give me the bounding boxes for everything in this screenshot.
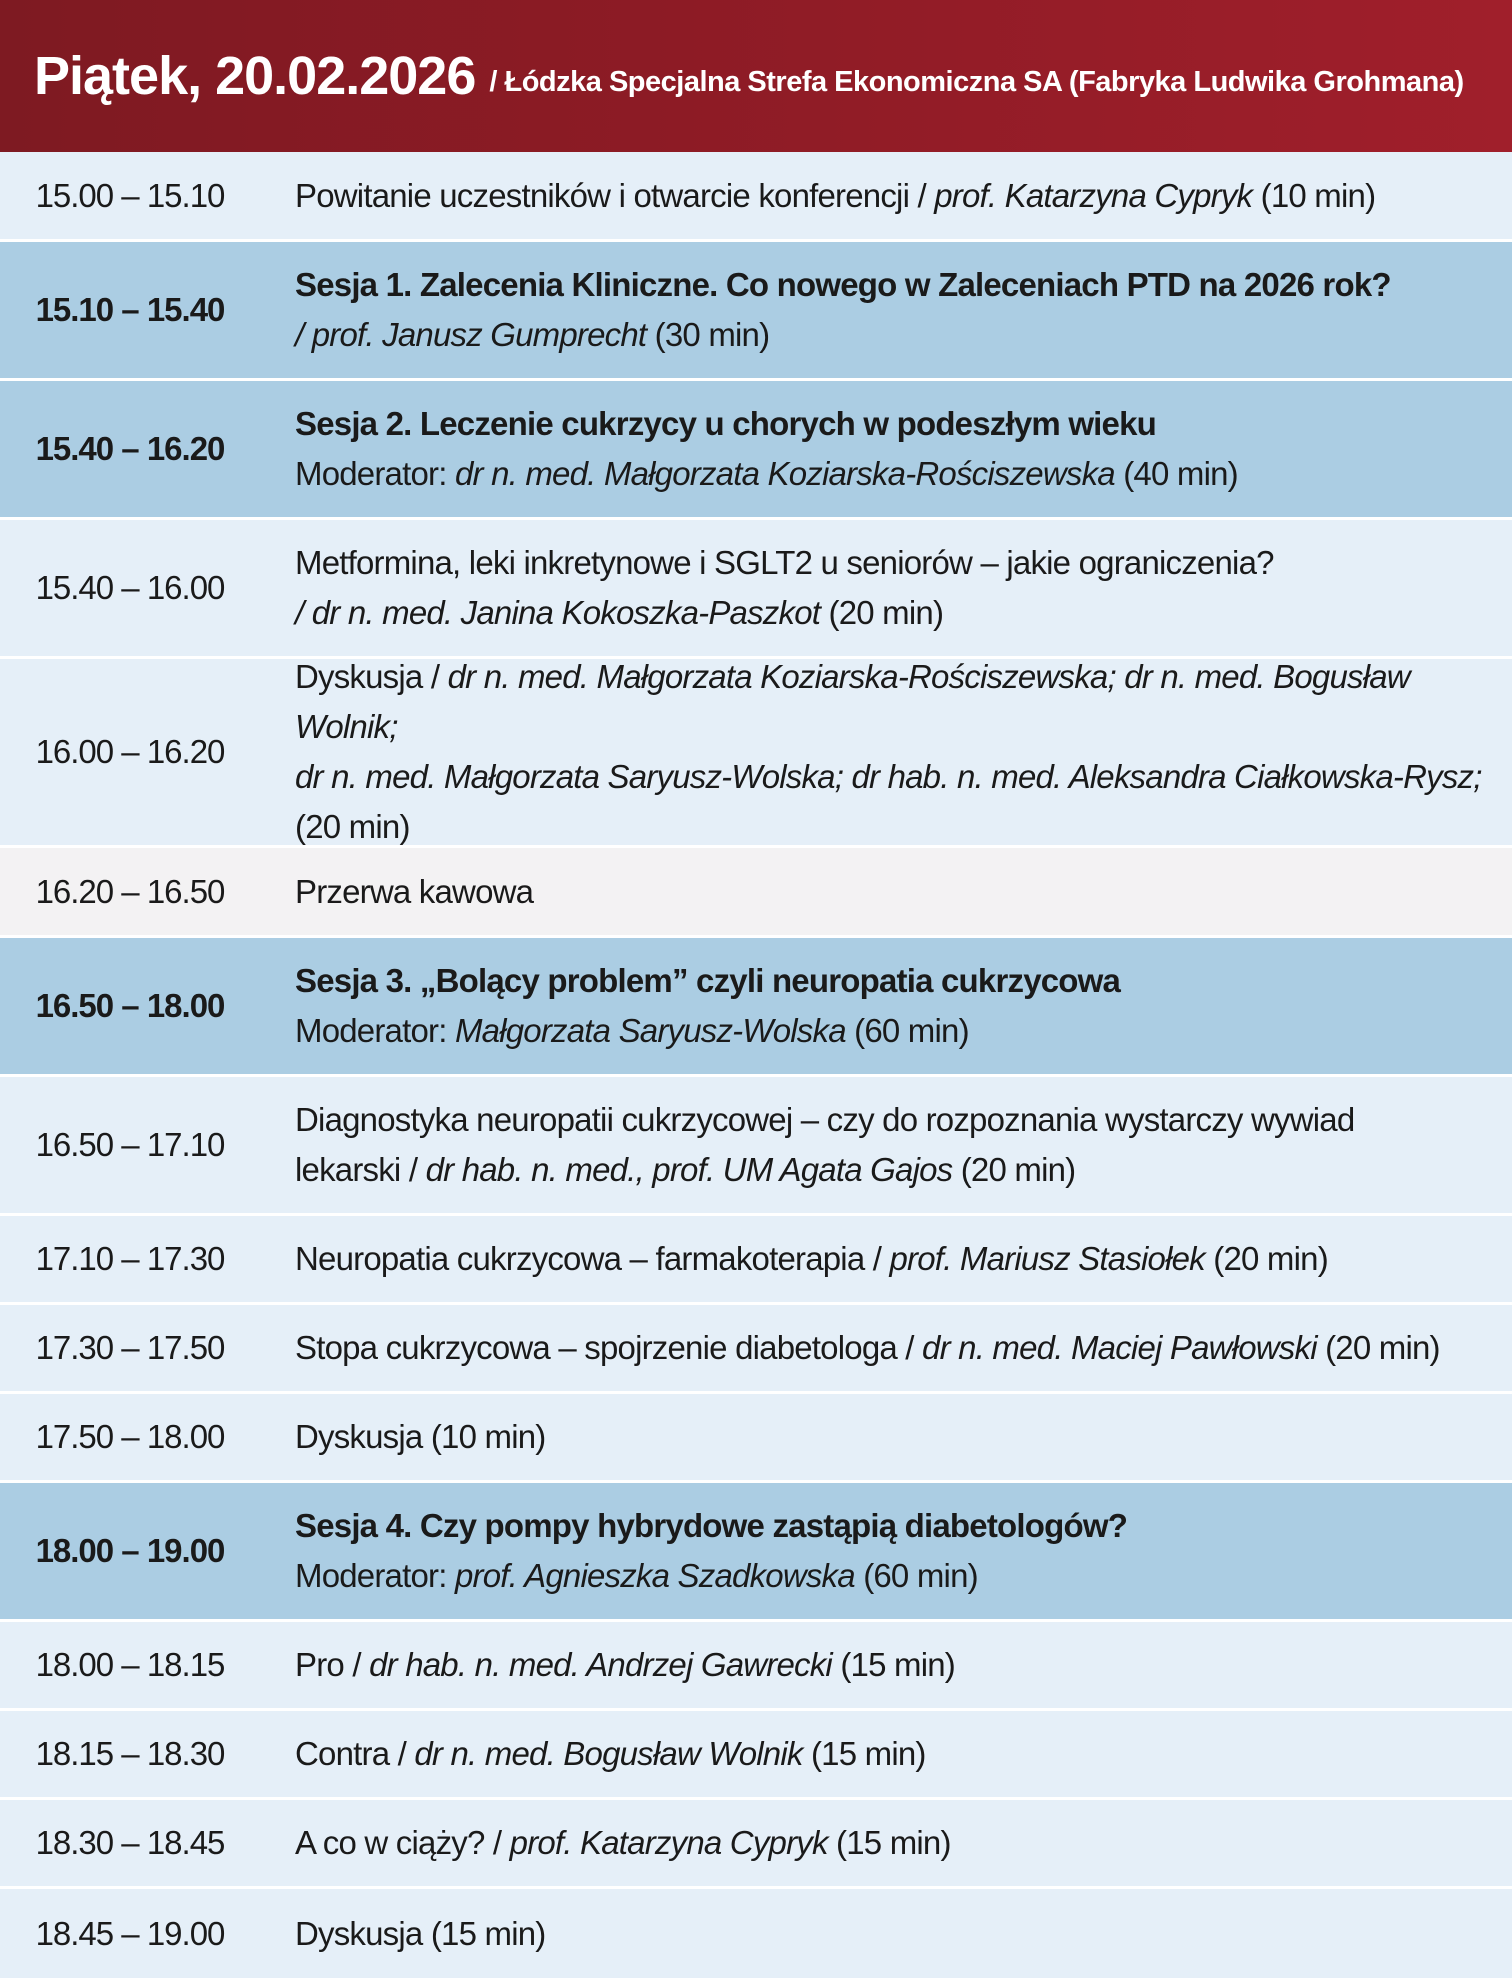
day-title: Piątek, 20.02.2026 <box>34 46 476 106</box>
schedule-row <box>0 152 1512 242</box>
schedule-table <box>0 152 1512 1978</box>
program-header <box>0 0 1512 152</box>
row-text: Przerwa kawowa <box>295 872 534 910</box>
row-text: Pro / <box>295 1646 361 1683</box>
schedule-row <box>0 1800 1512 1889</box>
row-duration: (20 min) <box>1213 1240 1328 1277</box>
session-title: Sesja 3. „Bolący problem” czyli neuropatia cukrzycowa <box>295 962 1121 999</box>
row-content <box>260 1234 1512 1284</box>
row-person: dr hab. n. med., prof. UM Agata Gajos <box>425 1151 953 1188</box>
session-row <box>0 938 1512 1077</box>
row-person: dr hab. n. med. Andrzej Gawrecki <box>369 1646 832 1683</box>
row-duration: (10 min) <box>1260 176 1376 214</box>
row-time: 18.00 – 19.00 <box>35 1532 225 1569</box>
row-content <box>260 260 1512 360</box>
row-content <box>260 1818 1512 1868</box>
row-content <box>260 956 1512 1056</box>
row-content <box>260 1412 1512 1462</box>
row-content <box>260 171 1512 221</box>
row-duration: (20 min) <box>1325 1329 1440 1366</box>
schedule-row <box>0 1216 1512 1305</box>
session-row <box>0 381 1512 520</box>
row-time: 18.15 – 18.30 <box>35 1735 225 1772</box>
row-person: prof. Katarzyna Cypryk <box>934 176 1253 214</box>
row-text: Diagnostyka neuropatii cukrzycowej – czy do rozpoznania wystarczy wywiad <box>295 1101 1355 1138</box>
row-time: 17.30 – 17.50 <box>35 1329 225 1366</box>
row-content <box>260 1729 1512 1779</box>
row-duration: (60 min) <box>854 1012 969 1049</box>
schedule-row <box>0 1711 1512 1800</box>
row-time: 15.00 – 15.10 <box>35 176 225 214</box>
row-person: prof. Agnieszka Szadkowska <box>454 1557 855 1594</box>
row-text: Stopa cukrzycowa – spojrzenie diabetologa / <box>295 1329 914 1366</box>
row-content <box>260 1323 1512 1373</box>
row-content <box>260 1501 1512 1601</box>
row-duration: (15 min) <box>430 1914 546 1952</box>
row-time: 16.50 – 17.10 <box>35 1126 225 1163</box>
schedule-row <box>0 659 1512 848</box>
row-text: Dyskusja <box>295 1418 423 1455</box>
row-time: 18.45 – 19.00 <box>35 1914 225 1952</box>
session-row <box>0 242 1512 381</box>
row-time: 16.50 – 18.00 <box>35 987 225 1024</box>
row-duration: (15 min) <box>836 1824 951 1861</box>
row-duration: (10 min) <box>430 1418 546 1455</box>
row-content <box>260 1095 1512 1195</box>
row-time: 17.10 – 17.30 <box>35 1240 225 1277</box>
break-row <box>0 848 1512 938</box>
row-text: Dyskusja / <box>295 658 440 695</box>
row-person: prof. Katarzyna Cypryk <box>509 1824 828 1861</box>
row-person: dr n. med. Małgorzata Koziarska-Rościszewska; dr n. med. Bogusław Wolnik; <box>295 658 1410 745</box>
row-person: / prof. Janusz Gumprecht <box>295 316 647 353</box>
session-title: Sesja 2. Leczenie cukrzycy u chorych w podeszłym wieku <box>295 405 1157 442</box>
row-duration: (40 min) <box>1123 455 1238 492</box>
schedule-row <box>0 1077 1512 1216</box>
row-content <box>260 1909 1512 1959</box>
schedule-row <box>0 1889 1512 1978</box>
row-duration: (15 min) <box>810 1735 926 1772</box>
row-content <box>260 538 1512 638</box>
session-title: Sesja 1. Zalecenia Kliniczne. Co nowego w Zaleceniach PTD na 2026 rok? <box>295 266 1391 303</box>
row-time: 15.40 – 16.00 <box>35 569 225 606</box>
row-text: Contra / <box>295 1735 406 1772</box>
row-duration: (15 min) <box>840 1646 955 1683</box>
row-person: prof. Mariusz Stasiołek <box>889 1240 1205 1277</box>
row-person-continued: dr n. med. Małgorzata Saryusz-Wolska; dr hab. n. med. Aleksandra Ciałkowska-Rysz; <box>295 758 1482 795</box>
row-content <box>260 867 1512 917</box>
row-time: 15.10 – 15.40 <box>35 291 225 328</box>
row-person: dr n. med. Maciej Pawłowski <box>922 1329 1317 1366</box>
session-row <box>0 1483 1512 1622</box>
row-content <box>260 1640 1512 1690</box>
row-person: Małgorzata Saryusz-Wolska <box>454 1012 846 1049</box>
moderator-label: Moderator: <box>295 455 447 492</box>
row-duration: (30 min) <box>654 316 770 353</box>
row-content <box>260 399 1512 499</box>
row-time: 17.50 – 18.00 <box>35 1418 225 1455</box>
moderator-label: Moderator: <box>295 1012 447 1049</box>
row-time: 18.30 – 18.45 <box>35 1824 225 1861</box>
schedule-row <box>0 520 1512 659</box>
session-title: Sesja 4. Czy pompy hybrydowe zastąpią diabetologów? <box>295 1507 1128 1544</box>
row-text: Powitanie uczestników i otwarcie konferencji / <box>295 176 926 214</box>
schedule-row <box>0 1622 1512 1711</box>
row-text: Metformina, leki inkretynowe i SGLT2 u seniorów – jakie ograniczenia? <box>295 544 1274 581</box>
row-duration: (20 min) <box>828 594 944 631</box>
moderator-label: Moderator: <box>295 1557 447 1594</box>
row-time: 16.00 – 16.20 <box>35 733 225 770</box>
row-text: Neuropatia cukrzycowa – farmakoterapia / <box>295 1240 882 1277</box>
row-duration: (60 min) <box>863 1557 978 1594</box>
row-person: / dr n. med. Janina Kokoszka-Paszkot <box>295 594 821 631</box>
row-person: dr n. med. Bogusław Wolnik <box>414 1735 803 1772</box>
row-text: A co w ciąży? / <box>295 1824 502 1861</box>
row-person: dr n. med. Małgorzata Koziarska-Rościszewska <box>454 455 1115 492</box>
row-duration: (20 min) <box>960 1151 1076 1188</box>
row-duration: (20 min) <box>295 808 410 845</box>
row-time: 16.20 – 16.50 <box>35 872 225 910</box>
row-text: Dyskusja <box>295 1914 423 1952</box>
row-time: 18.00 – 18.15 <box>35 1646 225 1683</box>
schedule-row <box>0 1305 1512 1394</box>
row-text-continued: lekarski / <box>295 1151 418 1188</box>
row-content <box>260 652 1512 852</box>
row-time: 15.40 – 16.20 <box>35 430 225 467</box>
venue-label: / Łódzka Specjalna Strefa Ekonomiczna SA (Fabryka Ludwika Grohmana) <box>489 65 1464 98</box>
schedule-row <box>0 1394 1512 1483</box>
